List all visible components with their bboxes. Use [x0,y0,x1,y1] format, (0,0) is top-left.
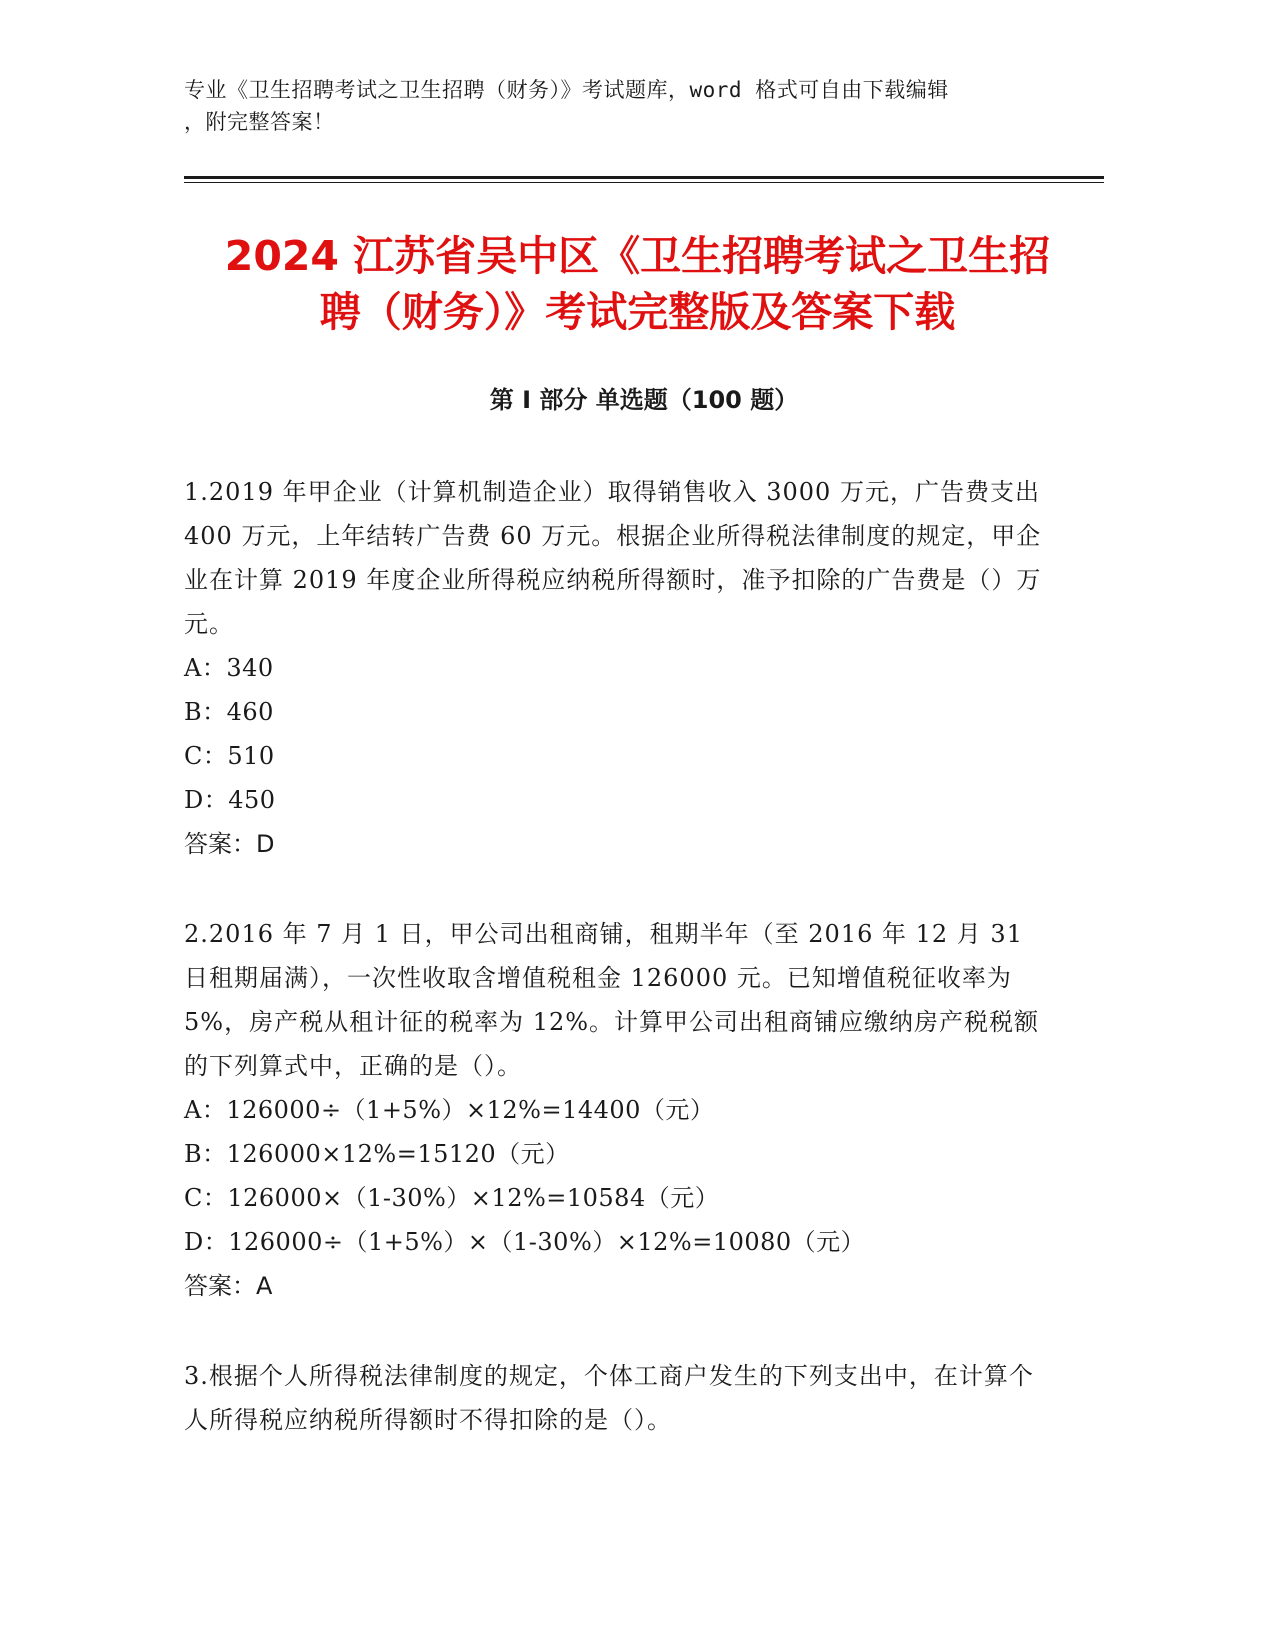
option-c: C：510 [184,742,275,770]
question-stem: 3.根据个人所得税法律制度的规定，个体工商户发生的下列支出中，在计算个人所得税应纳税所得额时不得扣除的是（）。 [184,1362,1034,1434]
section-heading: 第 I 部分 单选题（100 题） [489,386,799,414]
question-2 [184,912,1044,1308]
option-d: D：126000÷（1+5%）×（1-30%）×12%=10080（元） [184,1228,866,1256]
option-d: D：450 [184,786,276,814]
question-3 [184,1354,1044,1442]
option-b: B：460 [184,698,274,726]
header-note-line-2: ，附完整答案！ [184,110,335,134]
header-note-line-1: 专业《卫生招聘考试之卫生招聘（财务）》考试题库，word 格式可自由下载编辑 [184,78,949,102]
header-divider-thick [184,176,1104,179]
document-title-line-1: 2024 江苏省吴中区《卫生招聘考试之卫生招 [224,232,1051,280]
header-note [184,74,1084,138]
option-a: A：340 [184,654,274,682]
question-stem: 2.2016 年 7 月 1 日，甲公司出租商铺，租期半年（至 2016 年 12 月 31 日租期届满），一次性收取含增值税租金 126000 元。已知增值税征收率为 5%，房产税从租计征的税率为 12%。计算甲公司出租商铺应缴纳房产税税额的下列算式中，正确的是（）。 [184,920,1040,1080]
question-list [184,470,1044,1488]
option-a: A：126000÷（1+5%）×12%=14400（元） [184,1096,715,1124]
option-c: C：126000×（1-30%）×12%=10584（元） [184,1184,720,1212]
question-stem: 1.2019 年甲企业（计算机制造企业）取得销售收入 3000 万元，广告费支出 400 万元，上年结转广告费 60 万元。根据企业所得税法律制度的规定，甲企业在计算 2019 年度企业所得税应纳税所得额时，准予扣除的广告费是（）万元。 [184,478,1042,638]
answer-line: 答案：A [184,1272,273,1300]
question-1 [184,470,1044,866]
option-b: B：126000×12%=15120（元） [184,1140,570,1168]
header-divider-thin [184,182,1104,183]
answer-line: 答案：D [184,830,275,858]
document-title-line-2: 聘（财务）》考试完整版及答案下载 [319,288,956,336]
document-title [170,228,1105,340]
